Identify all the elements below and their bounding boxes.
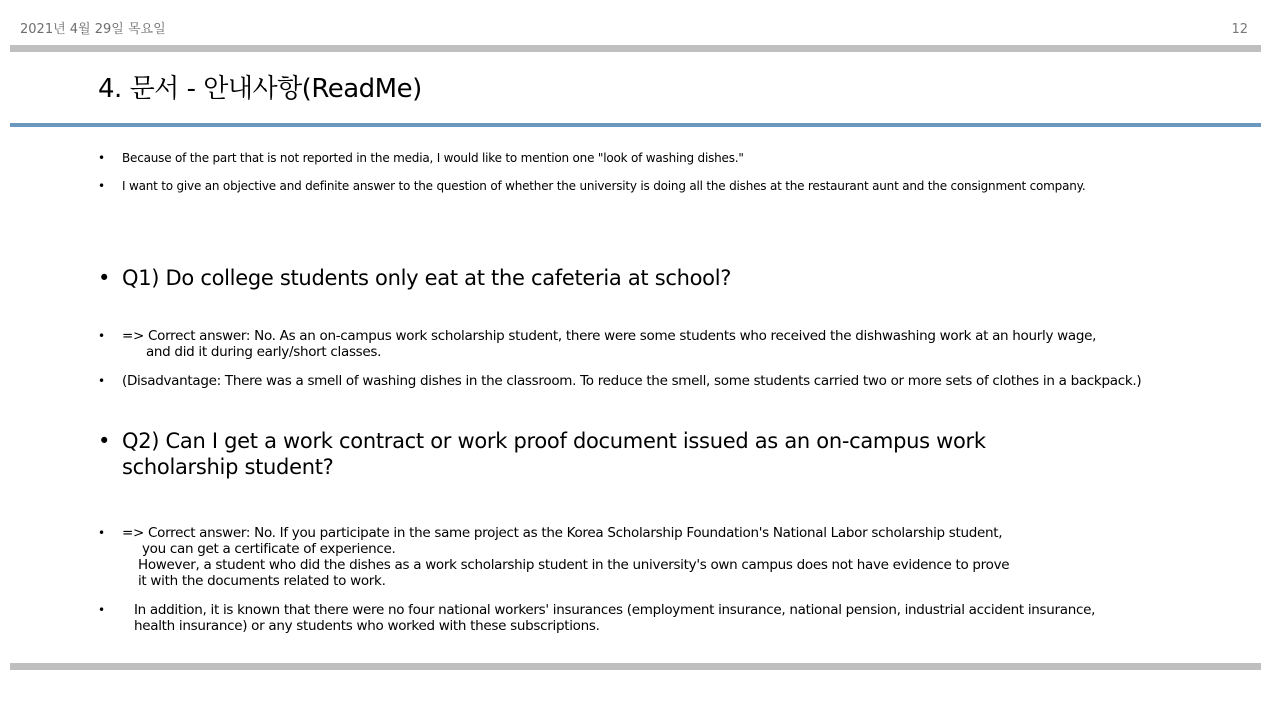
bullet-marker: • <box>98 429 111 453</box>
q2-note: In addition, it is known that there were no four national workers' insurances (employment insurance, national pension, industrial accident insurance, health insurance) or any students who worked with these subscriptions. <box>133 602 1096 634</box>
bottom-divider-bar <box>10 663 1261 670</box>
q1-note: (Disadvantage: There was a smell of washing dishes in the classroom. To reduce the smell, some students carried two or more sets of clothes in a backpack.) <box>122 373 1142 389</box>
slide-date: 2021년 4월 29일 목요일 <box>20 22 166 37</box>
q2-answer: => Correct answer: No. If you participate in the same project as the Korea Scholarship Foundation's National Labor scholarship student, you can get a certificate of experience. However, a student who did the dishes as a work scholarship student in the university's own campus does not have evidence to prove it with the documents related to work. <box>122 525 1010 589</box>
bullet-marker: • <box>98 266 111 290</box>
bullet-marker: • <box>98 329 105 343</box>
top-divider-bar <box>10 45 1261 52</box>
slide-title: 4. 문서 - 안내사항(ReadMe) <box>98 74 422 104</box>
intro-text-1: Because of the part that is not reported in the media, I would like to mention one "look of washing dishes." <box>122 151 744 165</box>
page-number: 12 <box>1231 22 1248 37</box>
bullet-marker: • <box>98 151 105 165</box>
bullet-marker: • <box>98 374 105 388</box>
title-underline <box>10 123 1261 127</box>
q1-answer: => Correct answer: No. As an on-campus work scholarship student, there were some students who received the dishwashing work at an hourly wage, and did it during early/short classes. <box>122 328 1097 360</box>
q1-question: Q1) Do college students only eat at the cafeteria at school? <box>122 266 732 290</box>
bullet-marker: • <box>98 179 105 193</box>
intro-text-2: I want to give an objective and definite answer to the question of whether the university is doing all the dishes at the restaurant aunt and the consignment company. <box>122 179 1086 193</box>
bullet-marker: • <box>98 526 105 540</box>
q2-question: Q2) Can I get a work contract or work proof document issued as an on-campus work scholarship student? <box>122 429 986 479</box>
bullet-marker: • <box>98 603 105 617</box>
